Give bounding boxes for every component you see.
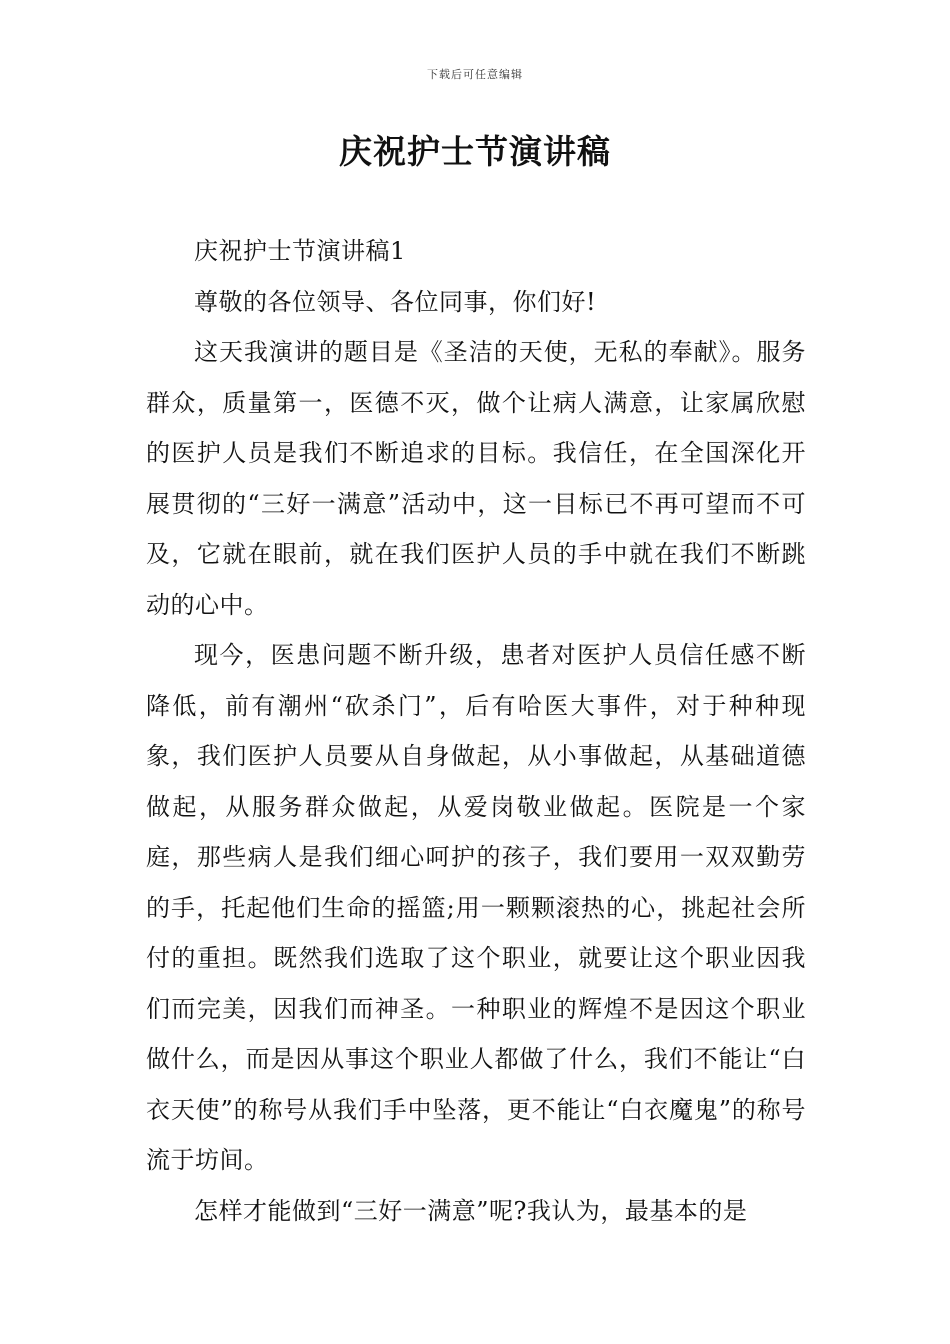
paragraph: 这天我演讲的题目是《圣洁的天使，无私的奉献》。服务群众，质量第一，医德不灭，做个让病人满意，让家属欣慰的医护人员是我们不断追求的目标。我信任，在全国深化开展贯彻的“三好一满意”活动中，这一目标已不再可望而不可及，它就在眼前，就在我们医护人员的手中就在我们不断跳动的心中。	[146, 338, 806, 619]
paragraph-subtitle: 庆祝护士节演讲稿1	[194, 237, 406, 265]
paragraph: 怎样才能做到“三好一满意”呢?我认为，最基本的是	[194, 1196, 748, 1225]
document-body	[146, 226, 806, 1236]
document-title: 庆祝护士节演讲稿	[339, 132, 611, 171]
paragraph: 现今，医患问题不断升级，患者对医护人员信任感不断降低，前有潮州“砍杀门”，后有哈医大事件，对于种种现象，我们医护人员要从自身做起，从小事做起，从基础道德做起，从服务群众做起，从爱岗敬业做起。医院是一个家庭，那些病人是我们细心呵护的孩子，我们要用一双双勤劳的手，托起他们生命的摇篮;用一颗颗滚热的心，挑起社会所付的重担。既然我们选取了这个职业，就要让这个职业因我们而完美，因我们而神圣。一种职业的辉煌不是因这个职业做什么，而是因从事这个职业人都做了什么，我们不能让“白衣天使”的称号从我们手中坠落，更不能让“白衣魔鬼”的称号流于坊间。	[146, 641, 806, 1174]
header-note: 下载后可任意编辑	[427, 68, 523, 81]
paragraph-greeting: 尊敬的各位领导、各位同事，你们好!	[194, 287, 597, 316]
